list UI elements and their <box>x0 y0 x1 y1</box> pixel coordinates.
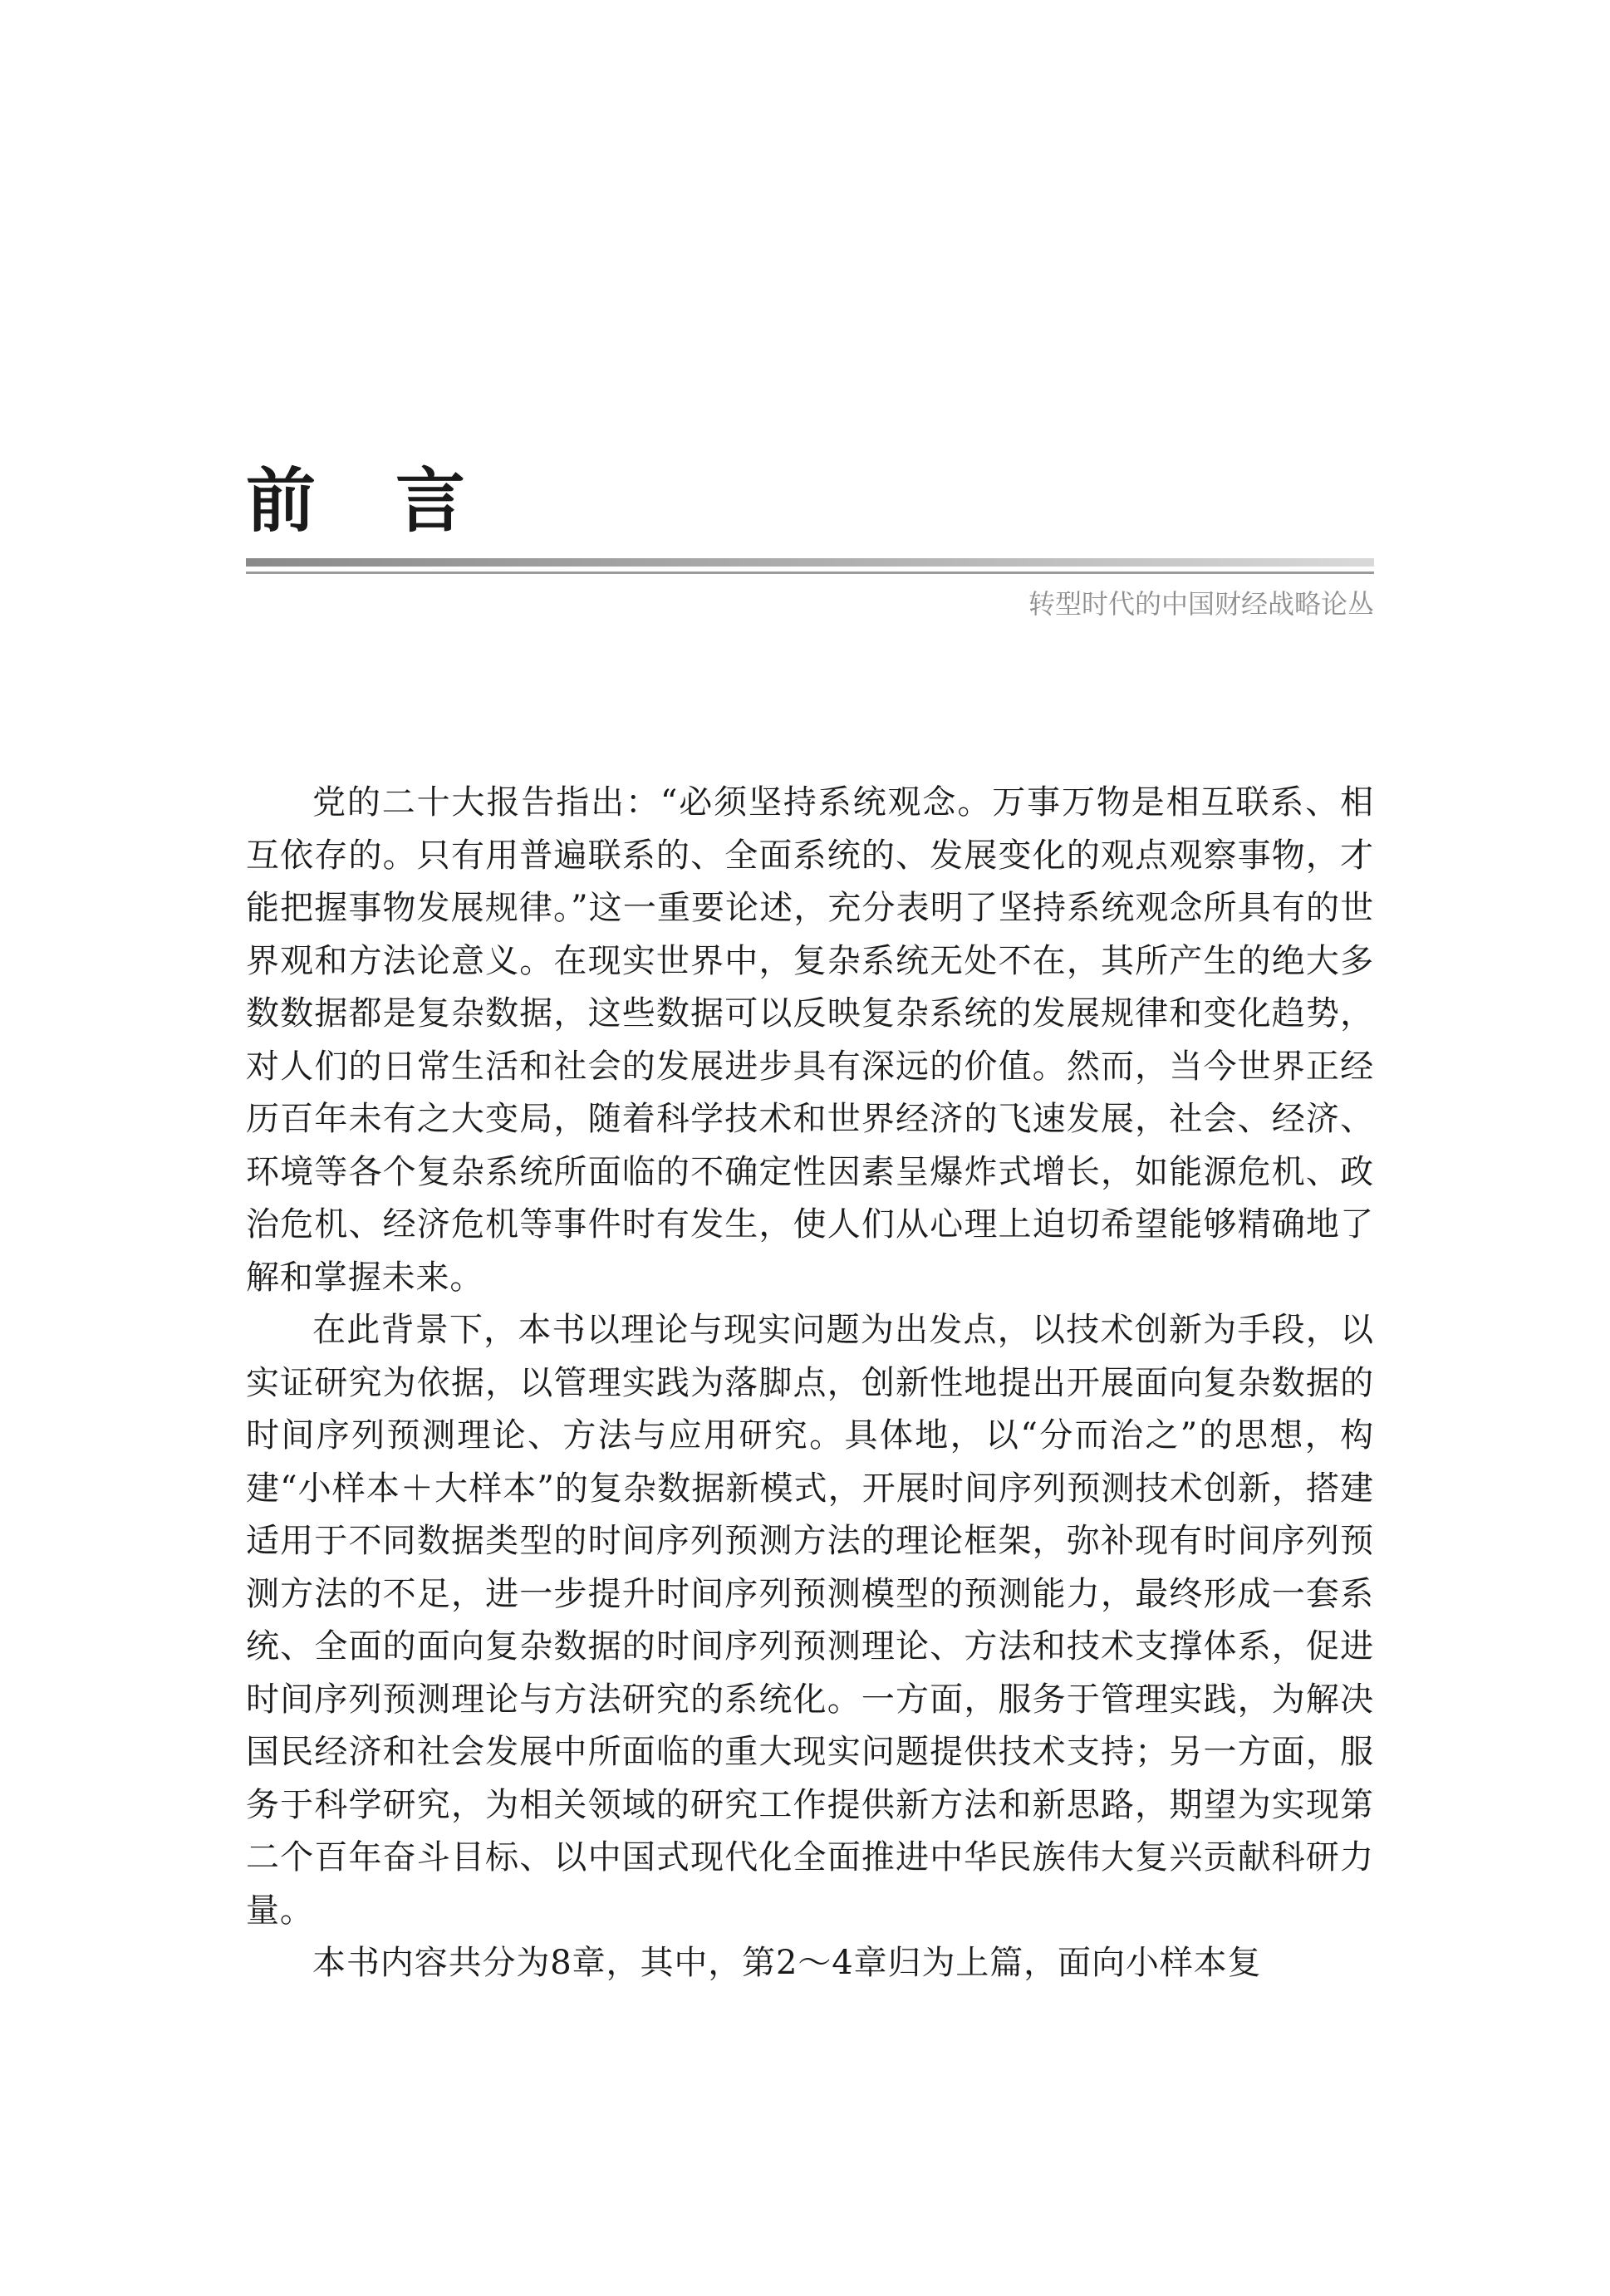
title-rule-thick <box>246 558 1374 567</box>
page-title: 前言 <box>246 460 546 542</box>
paragraph-1: 党的二十大报告指出：“必须坚持系统观念。万事万物是相互联系、相互依存的。只有用普遍联系的、全面系统的、发展变化的观点观察事物，才能把握事物发展规律。”这一重要论述，充分表明了坚持系统观念所具有的世界观和方法论意义。在现实世界中，复杂系统无处不在，其所产生的绝大多数数据都是复杂数据，这些数据可以反映复杂系统的发展规律和变化趋势，对人们的日常生活和社会的发展进步具有深远的价值。然而，当今世界正经历百年未有之大变局，随着科学技术和世界经济的飞速发展，社会、经济、环境等各个复杂系统所面临的不确定性因素呈爆炸式增长，如能源危机、政治危机、经济危机等事件时有发生，使人们从心理上迫切希望能够精确地了解和掌握未来。 <box>246 783 1374 1297</box>
series-title: 转型时代的中国财经战略论丛 <box>1028 588 1374 620</box>
paragraph-3: 本书内容共分为8章，其中，第2～4章归为上篇，面向小样本复 <box>312 1944 1262 1982</box>
preface-body <box>246 777 1374 1990</box>
paragraph-2: 在此背景下，本书以理论与现实问题为出发点，以技术创新为手段，以实证研究为依据，以管理实践为落脚点，创新性地提出开展面向复杂数据的时间序列预测理论、方法与应用研究。具体地，以“分而治之”的思想，构建“小样本＋大样本”的复杂数据新模式，开展时间序列预测技术创新，搭建适用于不同数据类型的时间序列预测方法的理论框架，弥补现有时间序列预测方法的不足，进一步提升时间序列预测模型的预测能力，最终形成一套系统、全面的面向复杂数据的时间序列预测理论、方法和技术支撑体系，促进时间序列预测理论与方法研究的系统化。一方面，服务于管理实践，为解决国民经济和社会发展中所面临的重大现实问题提供技术支持；另一方面，服务于科学研究，为相关领域的研究工作提供新方法和新思路，期望为实现第二个百年奋斗目标、以中国式现代化全面推进中华民族伟大复兴贡献科研力量。 <box>246 1311 1374 1930</box>
title-rule-thin <box>246 572 1374 574</box>
